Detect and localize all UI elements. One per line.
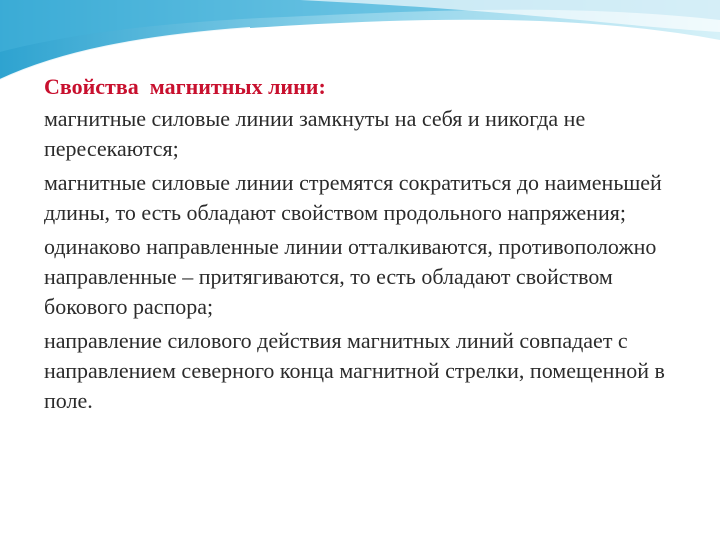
paragraph-1: магнитные силовые линии замкнуты на себя и никогда не пересекаются;	[44, 106, 586, 161]
paragraph-4: направление силового действия магнитных линий совпадает с направлением северного конца магнитной стрелки, помещенной в поле.	[44, 328, 665, 413]
content-area	[44, 72, 694, 420]
slide-title: Свойства магнитных лини:	[44, 74, 326, 99]
paragraph-2: магнитные силовые линии стремятся сократиться до наименьшей длины, то есть обладают свойством продольного напряжения;	[44, 170, 662, 225]
paragraph-3: одинаково направленные линии отталкиваются, противоположно направленные – притягиваются, то есть обладают свойством бокового распора;	[44, 234, 657, 319]
